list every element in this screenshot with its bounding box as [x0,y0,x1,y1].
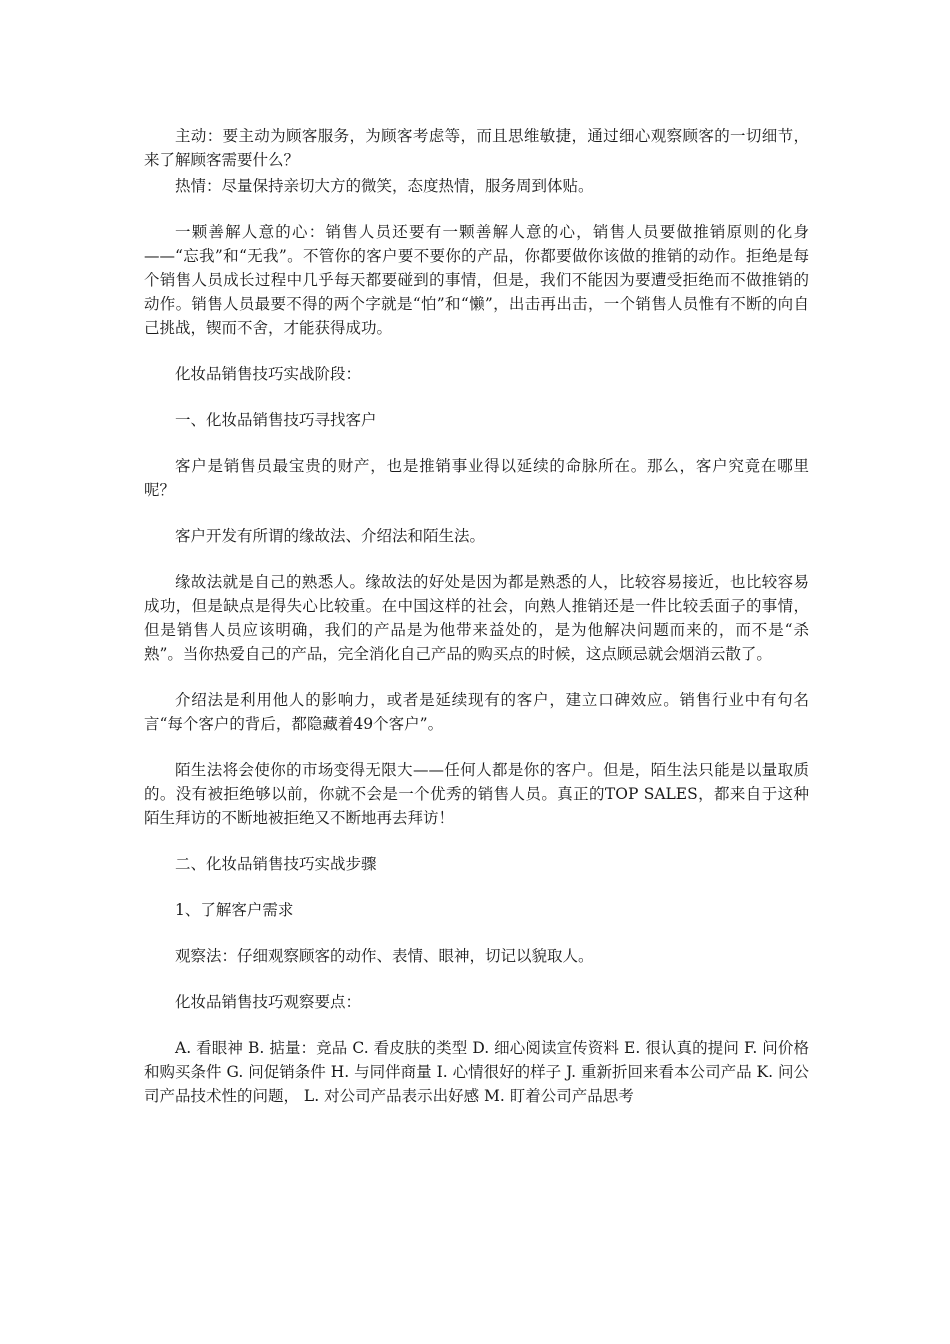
document-page [144,124,809,1108]
paragraph-observation-points-list: A. 看眼神 B. 掂量：竞品 C. 看皮肤的类型 D. 细心阅读宣传资料 E. 很认真的提问 F. 问价格和购买条件 G. 问促销条件 H. 与同伴商量 I. 心情很好的样子 J. 重新折回来看本公司产品 K. 问公司产品技术性的问题， L. 对公司产品表示出好感 M. 盯着公司产品思考 [144,1039,809,1105]
paragraph-development-methods: 客户开发有所谓的缘故法、介绍法和陌生法。 [175,527,486,545]
subsection-heading-needs: 1、了解客户需求 [175,901,294,919]
paragraph-referral-method: 介绍法是利用他人的影响力，或者是延续现有的客户，建立口碑效应。销售行业中有句名言“每个客户的背后，都隐藏着49个客户”。 [144,691,809,733]
section-heading-steps: 二、化妆品销售技巧实战步骤 [175,855,377,873]
paragraph-cold-method: 陌生法将会使你的市场变得无限大——任何人都是你的客户。但是，陌生法只能是以量取质的。没有被拒绝够以前，你就不会是一个优秀的销售人员。真正的TOP SALES，都来自于这种陌生拜访的不断地被拒绝又不断地再去拜访！ [144,761,809,827]
section-heading-find-customers: 一、化妆品销售技巧寻找客户 [175,411,377,429]
paragraph-observation: 观察法：仔细观察顾客的动作、表情、眼神，切记以貌取人。 [175,947,594,965]
paragraph-observation-points-heading: 化妆品销售技巧观察要点： [175,993,362,1011]
paragraph-customer-value: 客户是销售员最宝贵的财产，也是推销事业得以延续的命脉所在。那么，客户究竟在哪里呢？ [144,457,809,499]
paragraph-proactive: 主动：要主动为顾客服务，为顾客考虑等，而且思维敏捷，通过细心观察顾客的一切细节，来了解顾客需要什么？ [144,127,809,169]
paragraph-stage-heading: 化妆品销售技巧实战阶段： [175,365,362,383]
paragraph-enthusiasm: 热情：尽量保持亲切大方的微笑，态度热情，服务周到体贴。 [175,177,594,195]
paragraph-acquaintance-method: 缘故法就是自己的熟悉人。缘故法的好处是因为都是熟悉的人，比较容易接近，也比较容易成功，但是缺点是得失心比较重。在中国这样的社会，向熟人推销还是一件比较丢面子的事情，但是销售人员应该明确，我们的产品是为他带来益处的，是为他解决问题而来的，而不是“杀熟”。当你热爱自己的产品，完全消化自己产品的购买点的时候，这点顾忌就会烟消云散了。 [144,573,809,663]
paragraph-empathy: 一颗善解人意的心：销售人员还要有一颗善解人意的心，销售人员要做推销原则的化身——“忘我”和“无我”。不管你的客户要不要你的产品，你都要做你该做的推销的动作。拒绝是每个销售人员成长过程中几乎每天都要碰到的事情，但是，我们不能因为要遭受拒绝而不做推销的动作。销售人员最要不得的两个字就是“怕”和“懒”，出击再出击，一个销售人员惟有不断的向自己挑战，锲而不舍，才能获得成功。 [144,223,809,337]
